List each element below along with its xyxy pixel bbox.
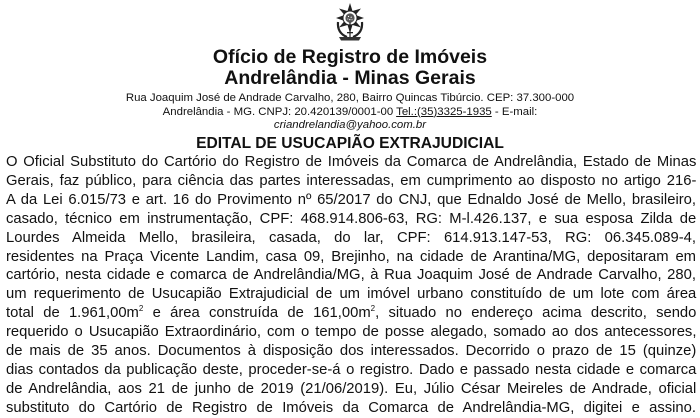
superscript: 2 [138, 304, 144, 314]
body-line: requerido o Usucapião Extraordinário, com o tempo de posse alegado, somado ao dos antecessores, [6, 324, 697, 341]
office-location: Andrelândia - Minas Gerais [224, 67, 476, 89]
body-line: Lourdes Almeida Mello, brasileira, casada, do lar, CPF: 614.913.147-53, RG: 06.345.089-4, [6, 229, 696, 246]
body-line-area [6, 304, 696, 323]
body-line: cartório, nesta cidade e comarca de Andrelândia/MG, à Rua Joaquim José de Andrade Carvalho, 280, [6, 267, 696, 284]
area-total-text: total de 1.961,00m [6, 305, 139, 322]
cnpj-text: Andrelândia - MG. CNPJ: 20.420139/0001-00 [162, 105, 397, 118]
body-line-final: substituto do Cartório de Registro de Imóveis da Comarca de Andrelândia-MG, digitei e assino. [6, 399, 696, 416]
email-label: - E-mail: [491, 105, 538, 118]
edital-body [6, 153, 696, 418]
edital-title: EDITAL DE USUCAPIÃO EXTRAJUDICIAL [196, 135, 504, 152]
body-line: casado, técnico em instrumentação, CPF: 468.914.806-63, RG: M-l.426.137, e sua esposa Zilda de [6, 210, 697, 227]
body-line: O Oficial Substituto do Cartório do Registro de Imóveis da Comarca de Andrelândia, Estado de Minas [6, 154, 697, 170]
phone-link[interactable]: Tel.:(35)3325-1935 [396, 105, 492, 118]
body-line: Gerais, faz público, para ciência das partes interessadas, em cumprimento ao disposto no artigo 216- [6, 172, 697, 189]
office-title: Ofício de Registro de Imóveis [212, 46, 488, 68]
email-address[interactable]: criandrelandia@yahoo.com.br [273, 119, 427, 131]
registry-header [0, 47, 700, 133]
contact-line [0, 106, 700, 120]
brazil-coat-of-arms-icon [333, 2, 367, 42]
area-built-text: e área construída de 161,00m [143, 305, 371, 322]
area-location-text: , situado no endereço acima descrito, sendo [375, 305, 697, 322]
superscript: 2 [370, 304, 376, 314]
address-line: Rua Joaquim José de Andrade Carvalho, 280, Bairro Quincas Tibúrcio. CEP: 37.300-000 [125, 92, 575, 104]
body-line: dias contados da publicação deste, proceder-se-á o registro. Dado e passado nesta cidade e comarca [6, 361, 697, 378]
body-line: um requerimento de Usucapião Extrajudicial de um imóvel urbano constituído de um lote com área [6, 286, 697, 303]
body-line: residentes na Praça Vicente Landim, casa 09, Brejinho, na cidade de Arantina/MG, depositaram em [6, 248, 696, 265]
body-line: A da Lei 6.015/73 e art. 16 do Provimento nº 65/2017 do CNJ, que Ednaldo José de Mello, brasileiro, [6, 191, 696, 208]
body-line: de mais de 35 anos. Documentos à disposição dos interessados. Decorrido o prazo de 15 (quinze) [6, 343, 697, 360]
body-line: de Andrelândia, aos 21 de junho de 2019 (21/06/2019). Eu, Júlio César Meireles de Andrade, oficial [6, 380, 697, 397]
